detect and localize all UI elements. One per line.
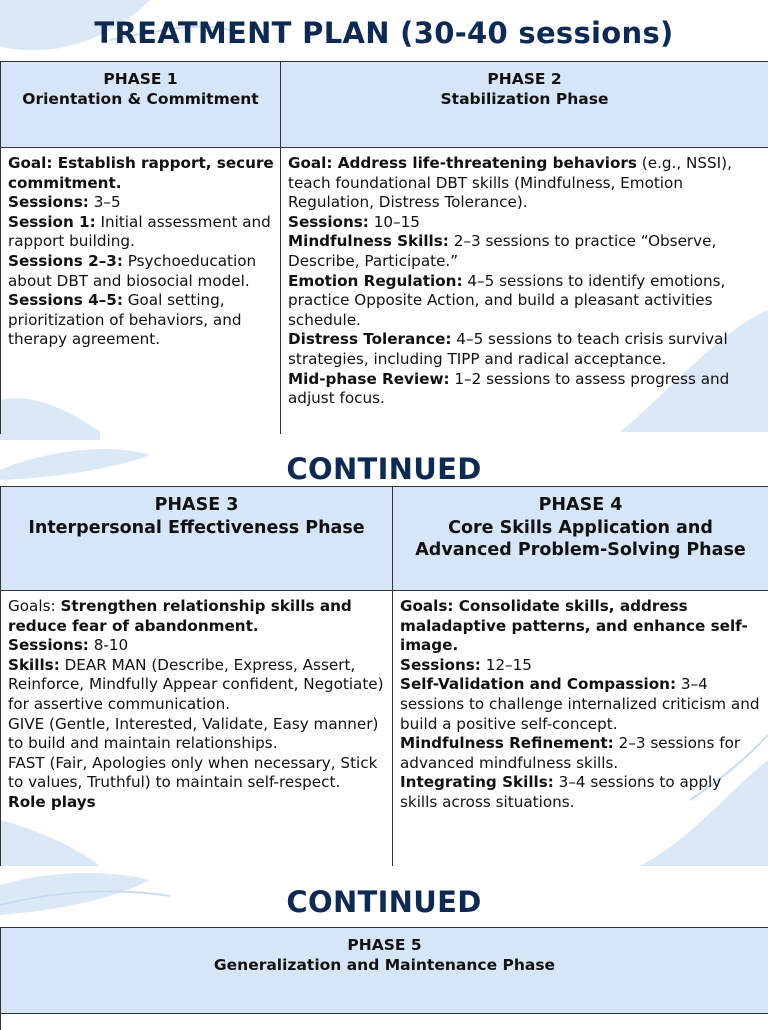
- phase1-header: [1, 62, 281, 148]
- phase2-header: [281, 62, 768, 148]
- phase2-line: Distress Tolerance: 4–5 sessions to teach crisis survival strategies, including TIPP and radical acceptance.: [288, 330, 762, 369]
- phase4-line: Self-Validation and Compassion: 3–4 sessions to challenge internalized criticism and build a positive self-concept.: [400, 675, 762, 734]
- phase4-line: Mindfulness Refinement: 2–3 sessions for advanced mindfulness skills.: [400, 734, 762, 773]
- phase1-line: Session 1: Initial assessment and rapport building.: [8, 213, 274, 252]
- phase1-line: Sessions 4–5: Goal setting, prioritization of behaviors, and therapy agreement.: [8, 291, 274, 350]
- phase3-line: Role plays: [8, 793, 386, 813]
- phase3-name: Interpersonal Effectiveness Phase: [5, 517, 388, 540]
- phase4-header: [393, 487, 768, 591]
- continued-heading-1: CONTINUED: [0, 452, 768, 486]
- phase3-line: Sessions: 8-10: [8, 636, 386, 656]
- phase4-line: Goals: Consolidate skills, address maladaptive patterns, and enhance self-image.: [400, 597, 762, 656]
- phase3-line: Skills: DEAR MAN (Describe, Express, Assert, Reinforce, Mindfully Appear confident, Negotiate) for assertive communication.: [8, 656, 386, 715]
- phase-table-2: [0, 486, 768, 866]
- phase4-content: [393, 591, 768, 867]
- phase4-line: Integrating Skills: 3–4 sessions to apply skills across situations.: [400, 773, 762, 812]
- phase4-name: Core Skills Application and Advanced Problem-Solving Phase: [397, 517, 764, 562]
- phase-table-1: [0, 61, 768, 434]
- phase1-content: [1, 148, 281, 435]
- phase5-name: Generalization and Maintenance Phase: [5, 955, 764, 975]
- phase2-line: Sessions: 10–15: [288, 213, 762, 233]
- phase3-line: Goals: Strengthen relationship skills and reduce fear of abandonment.: [8, 597, 386, 636]
- phase3-content: [1, 591, 393, 867]
- phase1-name: Orientation & Commitment: [5, 89, 276, 109]
- phase2-line: Mindfulness Skills: 2–3 sessions to practice “Observe, Describe, Participate.”: [288, 232, 762, 271]
- phase5-content: [1, 1014, 768, 1030]
- phase3-header: [1, 487, 393, 591]
- phase2-number: PHASE 2: [285, 69, 764, 89]
- phase3-line: GIVE (Gentle, Interested, Validate, Easy manner) to build and maintain relationships.: [8, 715, 386, 754]
- continued-heading-2: CONTINUED: [0, 885, 768, 919]
- phase2-line: Mid-phase Review: 1–2 sessions to assess progress and adjust focus.: [288, 370, 762, 409]
- phase5-number: PHASE 5: [5, 935, 764, 955]
- phase1-line: Goal: Establish rapport, secure commitment.: [8, 154, 274, 193]
- phase3-line: FAST (Fair, Apologies only when necessary, Stick to values, Truthful) to maintain self-respect.: [8, 754, 386, 793]
- phase1-line: Sessions: 3–5: [8, 193, 274, 213]
- phase4-number: PHASE 4: [397, 494, 764, 517]
- phase1-line: Sessions 2–3: Psychoeducation about DBT and biosocial model.: [8, 252, 274, 291]
- phase-table-3: [0, 927, 768, 1030]
- phase2-line: Emotion Regulation: 4–5 sessions to identify emotions, practice Opposite Action, and build a pleasant activities schedule.: [288, 272, 762, 331]
- phase1-number: PHASE 1: [5, 69, 276, 89]
- phase2-name: Stabilization Phase: [285, 89, 764, 109]
- phase2-line: Goal: Address life-threatening behaviors (e.g., NSSI), teach foundational DBT skills (Mindfulness, Emotion Regulation, Distress Tolerance).: [288, 154, 762, 213]
- phase5-header: [1, 928, 768, 1014]
- page-title: TREATMENT PLAN (30-40 sessions): [0, 16, 768, 50]
- phase4-line: Sessions: 12–15: [400, 656, 762, 676]
- phase3-number: PHASE 3: [5, 494, 388, 517]
- phase2-content: [281, 148, 768, 435]
